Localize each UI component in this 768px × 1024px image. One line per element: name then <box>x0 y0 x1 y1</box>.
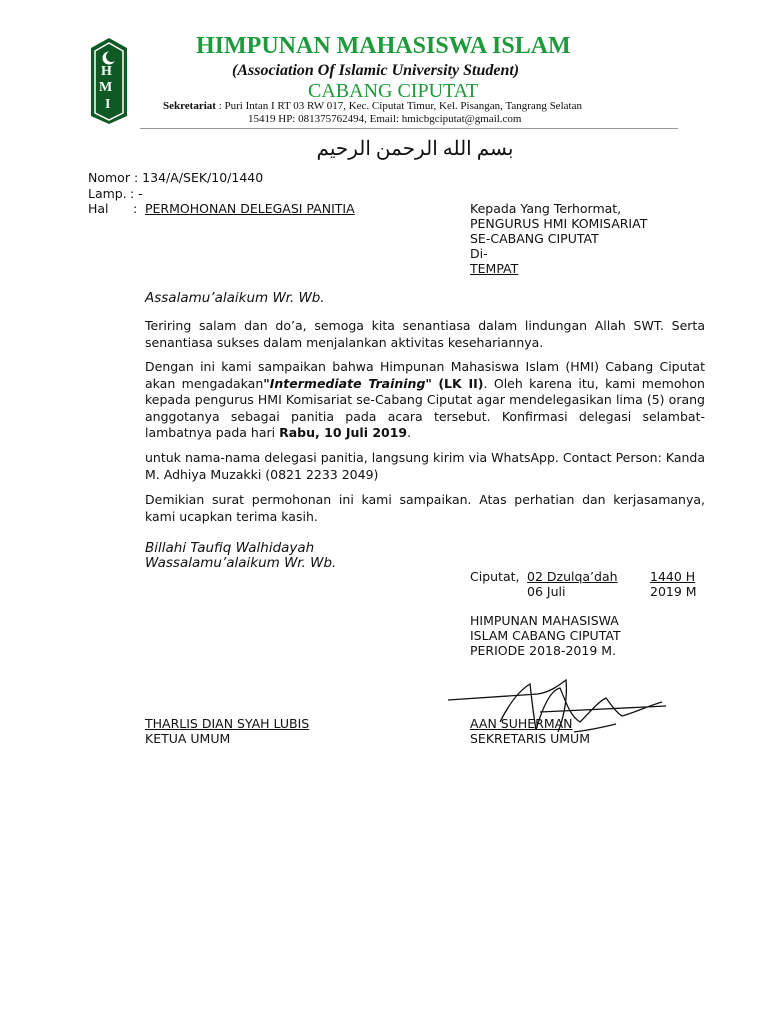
recipient-line-2: SE-CABANG CIPUTAT <box>470 231 599 246</box>
left-signatory-title: KETUA UMUM <box>145 731 231 746</box>
right-signatory-name: AAN SUHERMAN <box>470 716 573 731</box>
org-name: HIMPUNAN MAHASISWA ISLAM <box>196 33 571 59</box>
p2-middle: . Oleh karena itu, kami memohon kepada pengurus HMI Komisariat se-Cabang Ciputat agar mendelegasikan lima (5) orang anggotanya sebagai panitia pada acara tersebut. Konfirmasi delegasi selambat-lambatnya pada hari <box>145 375 705 440</box>
p2-lk: (LK II) <box>438 375 484 391</box>
basmalah: بسم الله الرحمن الرحيم <box>316 138 514 160</box>
recipient-line-4: TEMPAT <box>470 261 519 276</box>
lamp-value: : - <box>130 186 143 201</box>
signatory-org-line-3: PERIODE 2018-2019 M. <box>470 643 617 658</box>
logo-letter-i: I <box>105 97 111 112</box>
logo-letter-m: M <box>99 80 113 95</box>
date-place: Ciputat, <box>470 569 520 584</box>
org-subtitle: (Association Of Islamic University Student) <box>232 62 520 79</box>
nomor-value: : 134/A/SEK/10/1440 <box>134 170 264 185</box>
paragraph-2 <box>145 359 705 442</box>
signatory-org-line-2: ISLAM CABANG CIPUTAT <box>470 628 621 643</box>
branch-name: CABANG CIPUTAT <box>308 80 479 102</box>
right-signatory-title: SEKRETARIS UMUM <box>470 731 590 746</box>
address-line-2: 15419 HP: 081375762494, Email: hmicbgciputat@gmail.com <box>248 113 522 125</box>
address-text: : Puri Intan I RT 03 RW 017, Kec. Ciputat Timur, Kel. Pisangan, Tangrang Selatan <box>215 100 582 112</box>
nomor-label: Nomor <box>88 170 130 185</box>
p2-intro: Dengan ini kami sampaikan bahwa Himpunan Mahasiswa Islam (HMI) Cabang Ciputat akan mengadakan <box>145 359 705 391</box>
lamp-label: Lamp. <box>88 186 127 201</box>
left-signatory-name: THARLIS DIAN SYAH LUBIS <box>145 716 310 731</box>
paragraph-3: untuk nama-nama delegasi panitia, langsung kirim via WhatsApp. Contact Person: Kanda M. Adhiya Muzakki (0821 2233 2049) <box>145 450 705 482</box>
paragraph-4: Demikian surat permohonan ini kami sampaikan. Atas perhatian dan kerjasamanya, kami ucapkan terima kasih. <box>145 492 705 524</box>
header-rule <box>140 128 678 129</box>
date-hijri-year: 1440 H <box>650 569 696 584</box>
hal-value: PERMOHONAN DELEGASI PANITIA <box>145 201 355 216</box>
address-line-1 <box>163 100 582 112</box>
closing-line-2: Wassalamu’alaikum Wr. Wb. <box>145 555 337 571</box>
closing-line-1: Billahi Taufiq Walhidayah <box>145 540 315 556</box>
salam-opening: Assalamu’alaikum Wr. Wb. <box>145 290 325 306</box>
p2-deadline: Rabu, 10 Juli 2019 <box>279 425 408 440</box>
date-masehi-year: 2019 M <box>650 584 697 599</box>
hal-colon: : <box>133 201 138 216</box>
signatory-org-line-1: HIMPUNAN MAHASISWA <box>470 613 619 628</box>
logo-letter-h: H <box>101 64 112 79</box>
recipient-greeting: Kepada Yang Terhormat, <box>470 201 622 216</box>
logo-letters <box>88 36 130 126</box>
paragraph-1: Teriring salam dan do’a, semoga kita senantiasa dalam lindungan Allah SWT. Serta senantiasa sukses dalam menjalankan aktivitas kesehariannya. <box>145 318 705 350</box>
recipient-line-3: Di- <box>470 246 488 261</box>
date-hijri: 02 Dzulqa’dah <box>527 569 618 584</box>
address-label: Sekretariat <box>163 100 216 112</box>
hal-label: Hal <box>88 201 109 216</box>
p2-training-name: "Intermediate Training" <box>263 375 432 391</box>
p2-end: . <box>407 425 412 440</box>
recipient-line-1: PENGURUS HMI KOMISARIAT <box>470 216 648 231</box>
date-masehi: 06 Juli <box>527 584 566 599</box>
